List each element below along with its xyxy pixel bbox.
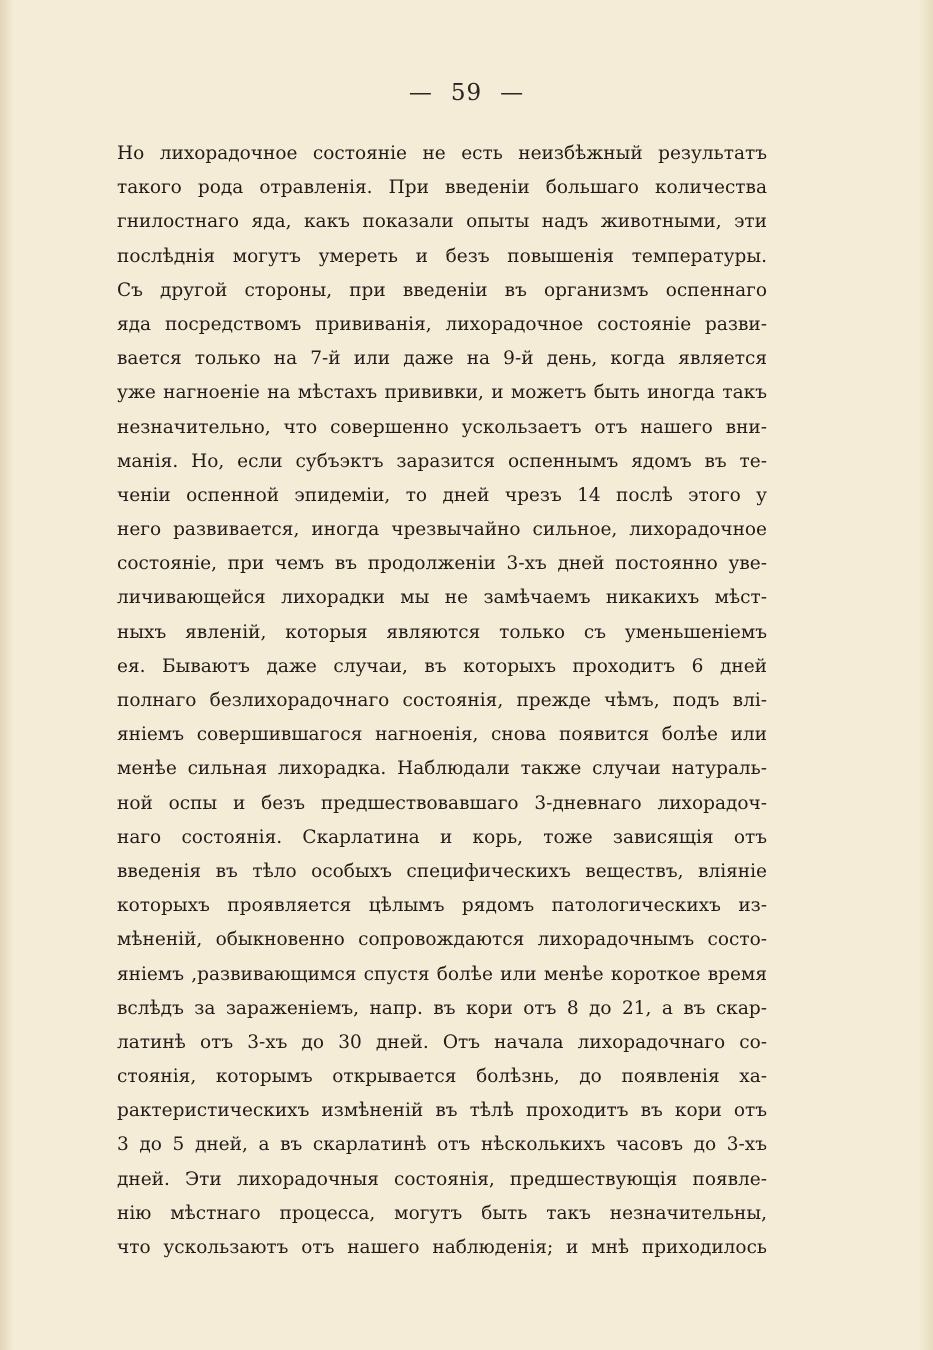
header-dash-left: — xyxy=(408,80,433,106)
text-line: Съ другой стороны, при введенiи въ организмъ оспеннаго xyxy=(117,279,767,301)
text-line: послѣднiя могутъ умереть и безъ повышенiя температуры. xyxy=(117,245,767,267)
text-line: рактеристическихъ измѣненiй въ тѣлѣ проходитъ въ кори отъ xyxy=(117,1100,767,1122)
text-line: ченiи оспенной эпидемiи, то дней чрезъ 14 послѣ этого у xyxy=(117,484,767,506)
text-line: яда посредствомъ прививанiя, лихорадочное состоянiе разви- xyxy=(117,313,767,335)
text-line: уже нагноенiе на мѣстахъ прививки, и можетъ быть иногда такъ xyxy=(117,382,767,404)
text-line: такого рода отравленiя. При введенiи большаго количества xyxy=(117,177,767,199)
text-line: вается только на 7-й или даже на 9-й день, когда является xyxy=(117,348,767,370)
text-line: ея. Бываютъ даже случаи, въ которыхъ проходитъ 6 дней xyxy=(117,655,767,677)
text-line: менѣе сильная лихорадка. Наблюдали также случаи натураль- xyxy=(117,758,767,780)
text-line: наго состоянiя. Скарлатина и корь, тоже зависящiя отъ xyxy=(117,826,767,848)
body-text xyxy=(117,137,767,1265)
text-line: введенiя въ тѣло особыхъ специфическихъ веществъ, влiянiе xyxy=(117,860,767,882)
text-line: мѣненiй, обыкновенно сопровождаются лихорадочнымъ состо- xyxy=(117,929,767,951)
text-line: состоянiе, при чемъ въ продолженiи 3-хъ дней постоянно уве- xyxy=(117,553,767,575)
text-line: стоянiя, которымъ открывается болѣзнь, до появленiя ха- xyxy=(117,1066,767,1088)
text-line: полнаго безлихорадочнаго состоянiя, прежде чѣмъ, подъ влi- xyxy=(117,690,767,711)
header-dash-right: — xyxy=(500,80,525,106)
text-line: латинѣ отъ 3-хъ до 30 дней. Отъ начала лихорадочнаго со- xyxy=(117,1031,767,1053)
text-line: нiю мѣстнаго процесса, могутъ быть такъ незначительны, xyxy=(117,1202,767,1224)
text-line: 3 до 5 дней, а въ скарлатинѣ отъ нѣсколькихъ часовъ до 3-хъ xyxy=(117,1134,767,1156)
text-line: что ускользаютъ отъ нашего наблюденiя; и мнѣ приходилось xyxy=(117,1237,767,1258)
text-line: ной оспы и безъ предшествовавшаго 3-дневнаго лихорадоч- xyxy=(117,792,767,814)
text-line: гнилостнаго яда, какъ показали опыты надъ животными, эти xyxy=(117,211,767,233)
text-line: него развивается, иногда чрезвычайно сильное, лихорадочное xyxy=(117,519,767,541)
text-line: Но лихорадочное состоянiе не есть неизбѣжный результатъ xyxy=(117,143,767,164)
text-line: янiемъ ,развивающимся спустя болѣе или менѣе короткое время xyxy=(117,963,767,985)
text-line: янiемъ совершившагося нагноенiя, снова появится болѣе или xyxy=(117,724,767,746)
text-line: ныхъ явленiй, которыя являются только съ уменьшенiемъ xyxy=(117,621,767,643)
page-right-edge xyxy=(919,0,933,1350)
text-line: личивающейся лихорадки мы не замѣчаемъ никакихъ мѣст- xyxy=(117,587,767,609)
text-line: которыхъ проявляется цѣлымъ рядомъ патологическихъ из- xyxy=(117,895,767,917)
text-line: манiя. Но, если субъэктъ заразится оспеннымъ ядомъ въ те- xyxy=(117,450,767,472)
text-line: незначительно, что совершенно ускользаетъ отъ нашего вни- xyxy=(117,416,767,438)
text-line: дней. Эти лихорадочныя состоянiя, предшествующiя появле- xyxy=(117,1168,767,1190)
page-left-edge xyxy=(0,0,14,1350)
text-line: вслѣдъ за зараженiемъ, напр. въ кори отъ 8 до 21, а въ скар- xyxy=(117,997,767,1019)
page-header xyxy=(0,80,933,106)
page-number: 59 xyxy=(450,80,483,106)
